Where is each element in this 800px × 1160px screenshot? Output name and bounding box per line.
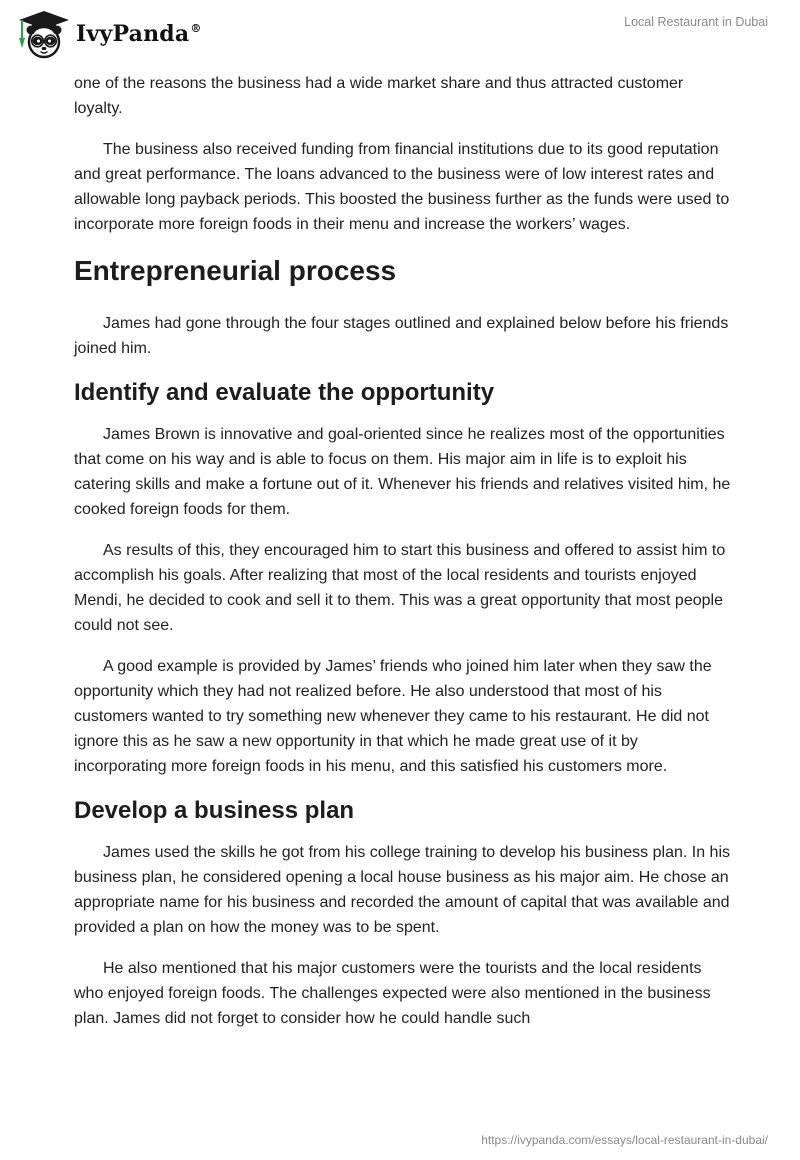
- section-heading-entrepreneurial-process: Entrepreneurial process: [74, 255, 397, 286]
- page-header: [0, 0, 800, 66]
- document-title: Local Restaurant in Dubai: [624, 15, 768, 29]
- registered-mark: ®: [190, 22, 202, 35]
- paragraph-good-example: A good example is provided by James’ friends who joined him later when they saw the opportunity which they had not realized before. He also understood that most of his customers wanted to try something new whenever they came to his restaurant. He did not ignore this as he saw a new opportunity in that which he made great use of it by incorporating more foreign foods in his menu, and this satisfied his customers more.: [74, 658, 712, 775]
- subheading-business-plan: Develop a business plan: [74, 797, 355, 824]
- paragraph-college-skills: James used the skills he got from his college training to develop his business plan. In his business plan, he considered opening a local house business as his major aim. He chose an appropriate name for his business and recorded the amount of capital that was available and provided a plan on how the money was to be spent.: [74, 844, 731, 936]
- ivypanda-logo[interactable]: [14, 8, 202, 60]
- subheading-identify-opportunity: Identify and evaluate the opportunity: [74, 379, 495, 406]
- paragraph-james-innovative: James Brown is innovative and goal-oriented since he realizes most of the opportunities that come on his way and is able to focus on them. His major aim in life is to exploit his catering skills and make a fortune out of it. Whenever his friends and relatives visited him, he cooked foreign foods for them.: [74, 426, 731, 518]
- paragraph-funding: The business also received funding from financial institutions due to its good reputation and great performance. The loans advanced to the business were of low interest rates and allowable long payback periods. This boosted the business further as the funds were used to incorporate more foreign foods in their menu and increase the workers’ wages.: [74, 141, 730, 233]
- source-url[interactable]: https://ivypanda.com/essays/local-restaurant-in-dubai/: [481, 1133, 768, 1147]
- paragraph-encouraged: As results of this, they encouraged him to start this business and offered to assist him to accomplish his goals. After realizing that most of the local residents and tourists enjoyed Mendi, he decided to cook and sell it to them. This was a great opportunity that most people could not see.: [74, 542, 726, 634]
- panda-graduate-icon: [14, 8, 74, 60]
- paragraph-four-stages: James had gone through the four stages outlined and explained below before his friends joined him.: [74, 315, 729, 357]
- essay-content: [74, 71, 734, 1047]
- paragraph-customers: He also mentioned that his major customers were the tourists and the local residents who enjoyed foreign foods. The challenges expected were also mentioned in the business plan. James did not forget to consider how he could handle such: [74, 960, 711, 1027]
- paragraph-continuation: one of the reasons the business had a wide market share and thus attracted customer loyalty.: [74, 75, 684, 117]
- brand-name: IvyPanda®: [76, 21, 202, 47]
